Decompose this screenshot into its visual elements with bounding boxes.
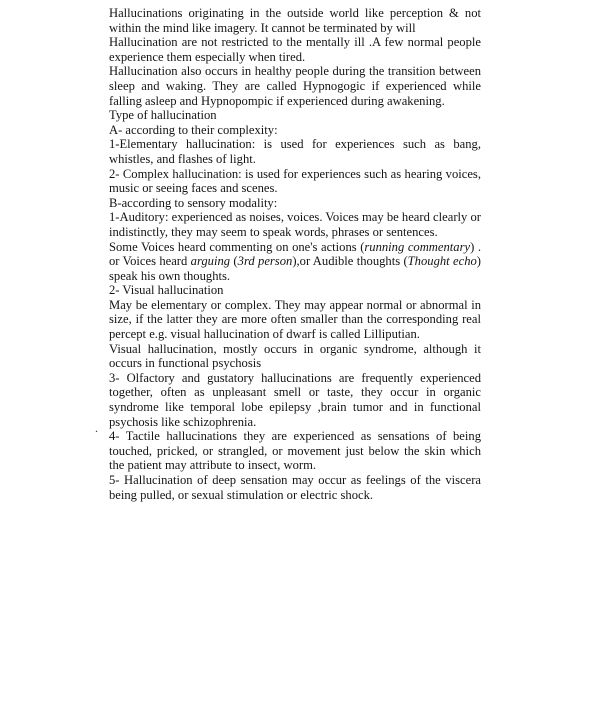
subheading-sensory-modality: B-according to sensory modality: xyxy=(109,195,278,210)
paragraph-visual-size: May be elementary or complex. They may appear normal or abnormal in size, if the latter they are more often smaller than the corresponding real percept e.g. visual hallucination of dwarf is called Lilliputian. xyxy=(109,297,481,342)
scan-speck: . xyxy=(95,421,98,435)
voices-text-2: ) . or Voices heard xyxy=(109,239,481,269)
paragraph-elementary-hallucination: 1-Elementary hallucination: is used for experiences such as bang, whistles, and flashes of light. xyxy=(109,137,481,166)
voices-text-3: ( xyxy=(230,254,238,269)
subheading-complexity: A- according to their complexity: xyxy=(109,122,278,137)
term-running-commentary: running commentary xyxy=(364,239,471,254)
document-body xyxy=(109,6,481,502)
paragraph-complex-hallucination: 2- Complex hallucination: is used for experiences such as hearing voices, music or seeing faces and scenes. xyxy=(109,166,481,196)
heading-type-of-hallucination: Type of hallucination xyxy=(109,108,217,123)
voices-text-1: Some Voices heard commenting on one's actions ( xyxy=(109,239,365,254)
term-third-person: 3rd person xyxy=(237,254,293,269)
term-thought-echo: Thought echo xyxy=(407,254,477,269)
voices-text-5: ) speak his own thoughts. xyxy=(109,254,481,283)
paragraph-voices-commenting xyxy=(109,240,481,284)
paragraph-not-restricted-to-ill: Hallucination are not restricted to the mentally ill .A few normal people experience them especially when tired. xyxy=(109,35,481,64)
paragraph-olfactory-gustatory: 3- Olfactory and gustatory hallucinations are frequently experienced together, often as unpleasant smell or taste, they occur in organic syndrome like temporal lobe epilepsy ,brain tumor and in functional psychosis like schizophrenia. xyxy=(109,370,481,429)
paragraph-deep-sensation: 5- Hallucination of deep sensation may occur as feelings of the viscera being pulled, or sexual stimulation or electric shock. xyxy=(109,473,481,502)
paragraph-tactile-hallucination: 4- Tactile hallucinations they are experienced as sensations of being touched, pricked, or strangled, or movement just below the skin which the patient may attribute to insect, worm. xyxy=(109,429,481,473)
paragraph-visual-organic: Visual hallucination, mostly occurs in organic syndrome, although it occurs in functional psychosis xyxy=(109,341,481,371)
paragraph-hypnogogic-hypnopompic: Hallucination also occurs in healthy people during the transition between sleep and waking. They are called Hypnogogic if experienced while falling asleep and Hypnopompic if experienced during awakening. xyxy=(109,64,481,108)
voices-text-4: ),or Audible thoughts ( xyxy=(292,254,408,269)
paragraph-auditory-hallucination: 1-Auditory: experienced as noises, voices. Voices may be heard clearly or indistinctly, they may seem to speak words, phrases or sentences. xyxy=(109,210,481,239)
subheading-visual-hallucination: 2- Visual hallucination xyxy=(109,283,224,298)
paragraph-external-origin: Hallucinations originating in the outside world like perception & not within the mind like imagery. It cannot be terminated by will xyxy=(109,6,481,35)
term-arguing: arguing xyxy=(190,254,231,269)
